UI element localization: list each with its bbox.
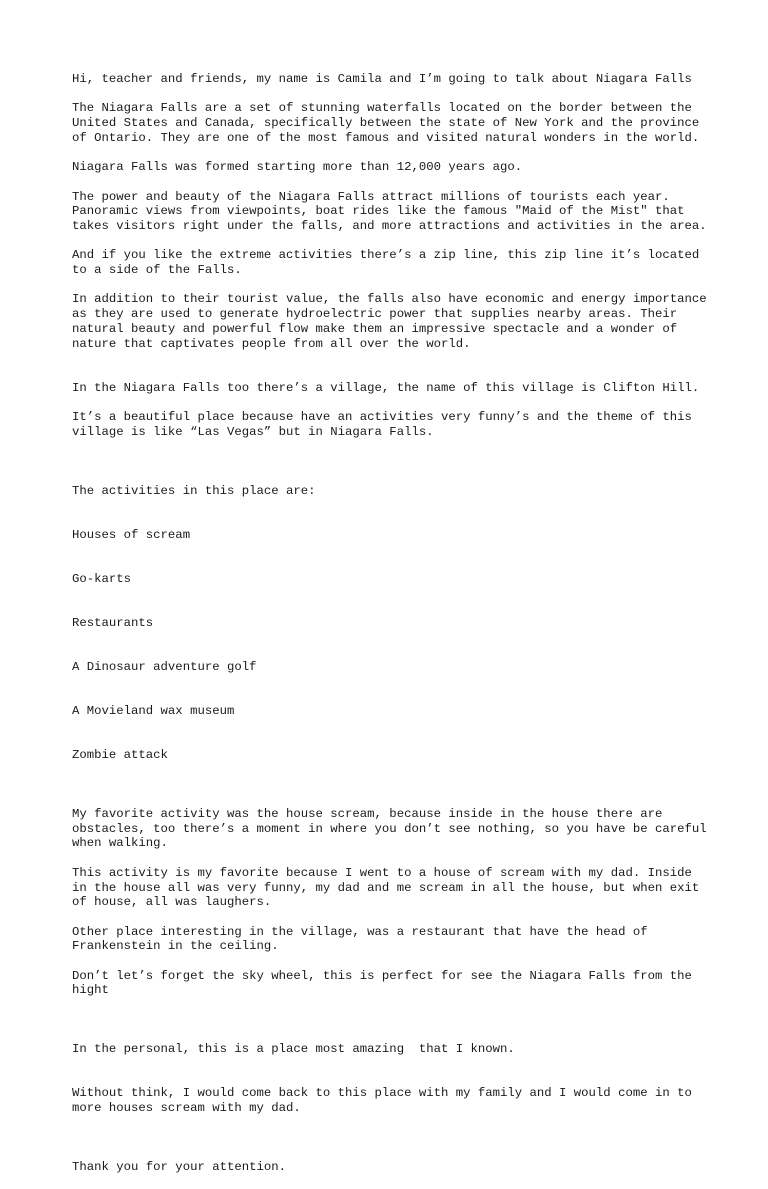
paragraph-zip-line: And if you like the extreme activities there’s a zip line, this zip line it’s located to a side of the Falls. xyxy=(72,248,707,278)
list-item: Go-karts xyxy=(72,571,132,586)
blank-line xyxy=(72,366,712,381)
document-page xyxy=(72,72,715,1189)
list-item: Houses of scream xyxy=(72,527,191,542)
paragraph-las-vegas: It’s a beautiful place because have an activities very funny’s and the theme of this village is like “Las Vegas” but in Niagara Falls. xyxy=(72,410,700,439)
paragraph-house-of-scream: This activity is my favorite because I went to a house of scream with my dad. Inside in the house all was very funny, my dad and me scream in all the house, but when exit of house, all was laughers. xyxy=(72,865,707,910)
activities-list xyxy=(72,454,712,792)
paragraph-hydroelectric: In addition to their tourist value, the falls also have economic and energy importance as they are used to generate hydroelectric power that supplies nearby areas. Their natural beauty and powerful flow make them an impressive spectacle and a wonder of nature that captivates people from all over the world. xyxy=(72,292,715,351)
paragraph-personal xyxy=(72,1013,712,1145)
list-item: A Dinosaur adventure golf xyxy=(72,659,257,674)
paragraph-clifton-hill: In the Niagara Falls too there’s a village, the name of this village is Clifton Hill. xyxy=(72,380,700,395)
personal-line-2: Without think, I would come back to this place with my family and I would come in to more houses scream with my dad. xyxy=(72,1086,700,1115)
activities-heading: The activities in this place are: xyxy=(72,483,316,498)
list-item: A Movieland wax museum xyxy=(72,704,235,719)
paragraph-sky-wheel: Don’t let’s forget the sky wheel, this is perfect for see the Niagara Falls from the hight xyxy=(72,968,700,998)
closing-line: Thank you for your attention. xyxy=(72,1159,287,1174)
intro-paragraph: Hi, teacher and friends, my name is Camila and I’m going to talk about Niagara Falls xyxy=(72,72,692,86)
personal-line-1: In the personal, this is a place most amazing that I known. xyxy=(72,1042,515,1057)
list-item: Zombie attack xyxy=(72,748,168,763)
paragraph-tourism: The power and beauty of the Niagara Falls attract millions of tourists each year. Panoramic views from viewpoints, boat rides like the famous "Maid of the Mist" that takes visitors right under the falls, and more attractions and activities in the area. xyxy=(72,189,707,233)
paragraph-location: The Niagara Falls are a set of stunning waterfalls located on the border between the United States and Canada, specifically between the state of New York and the province of Ontario. They are one of the most famous and visited natural wonders in the world. xyxy=(72,101,707,145)
paragraph-favorite-activity: My favorite activity was the house scream, because inside in the house there are obstacles, too there’s a moment in where you don’t see nothing, so you have be careful when walking. xyxy=(72,807,715,851)
paragraph-formation: Niagara Falls was formed starting more than 12,000 years ago. xyxy=(72,160,523,175)
paragraph-restaurant: Other place interesting in the village, was a restaurant that have the head of Frankenstein in the ceiling. xyxy=(72,924,655,954)
list-item: Restaurants xyxy=(72,615,154,630)
